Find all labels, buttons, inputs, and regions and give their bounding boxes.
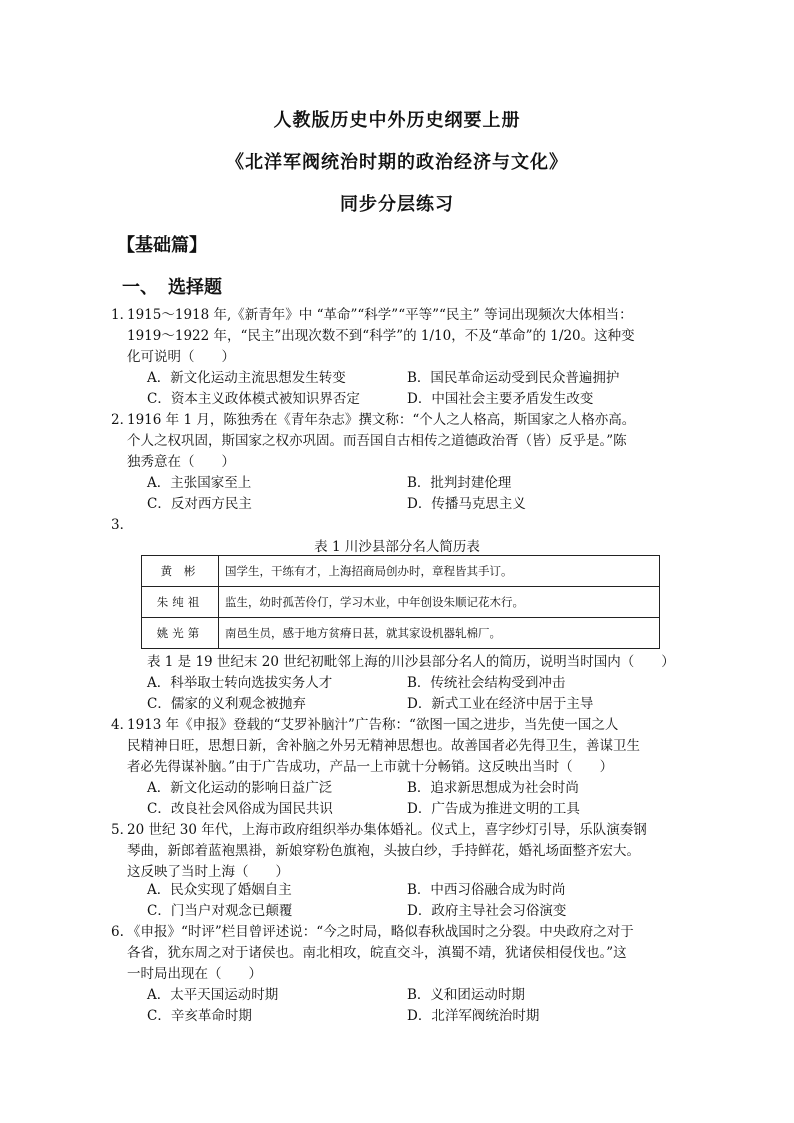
option-b[interactable]: B．追求新思想成为社会时尚 <box>407 780 579 796</box>
option-d[interactable]: D．中国社会主要矛盾发生改变 <box>407 391 594 407</box>
question-number: 1． <box>111 307 134 323</box>
question-text-line: 琴曲，新郎着蓝袍黑褂，新娘穿粉色旗袍，头披白纱，手持鲜花，婚礼场面整齐宏大。 <box>127 843 640 859</box>
question-text-line: 这反映了当时上海（ ） <box>127 864 289 880</box>
table-row <box>142 587 660 618</box>
option-a[interactable]: A．太平天国运动时期 <box>147 987 279 1003</box>
question-6 <box>111 922 687 985</box>
option-c[interactable]: C．改良社会风俗成为国民共识 <box>147 801 333 817</box>
table-cell-name: 朱纯祖 <box>142 587 219 618</box>
doc-title-line2: 《北洋军阀统治时期的政治经济与文化》 <box>226 152 568 173</box>
question-number: 5． <box>111 822 134 838</box>
question-2 <box>111 410 687 473</box>
question-1 <box>111 305 687 368</box>
option-b[interactable]: B．国民革命运动受到民众普遍拥护 <box>407 370 620 386</box>
option-a[interactable]: A．新文化运动的影响日益广泛 <box>147 780 333 796</box>
option-a[interactable]: A．民众实现了婚姻自主 <box>147 882 292 898</box>
question-number: 3． <box>111 517 134 533</box>
doc-title-line3: 同步分层练习 <box>340 194 454 215</box>
question-text-line: 1913 年《申报》登载的“艾罗补脑汁”广告称：“欲图一国之进步，当先使一国之人 <box>127 717 619 733</box>
option-d[interactable]: D．广告成为推进文明的工具 <box>407 801 580 817</box>
question-number: 4． <box>111 717 134 733</box>
part-title: 选择题 <box>168 277 222 298</box>
table-cell-desc: 监生，幼时孤苦伶仃，学习木业，中年创设朱顺记花木行。 <box>219 587 660 618</box>
question-text-line: 独秀意在（ ） <box>127 454 235 470</box>
option-b[interactable]: B．义和团运动时期 <box>407 987 525 1003</box>
question-text-line: 1915～1918 年,《新青年》中 “革命”“科学”“平等”“民主” 等词出现频次大体相当： <box>127 307 633 323</box>
section-label: 【基础篇】 <box>117 235 207 256</box>
question-text-line: 1919～1922 年，“民主”出现次数不到“科学”的 1/10，不及“革命”的 1/20。这种变 <box>127 328 635 344</box>
part-number: 一、 <box>122 277 158 298</box>
option-c[interactable]: C．资本主义政体模式被知识界否定 <box>147 391 360 407</box>
question-text-line: 一时局出现在（ ） <box>127 966 262 982</box>
question-text-line: 各省，犹东周之对于诸侯也。南北相攻，皖直交斗，滇蜀不靖，犹诸侯相侵伐也。”这 <box>127 945 627 961</box>
question-number: 6. <box>111 924 124 940</box>
question-5 <box>111 820 687 883</box>
table-cell-name: 黄 彬 <box>142 556 219 587</box>
question-number: 2． <box>111 412 134 428</box>
table-row <box>142 556 660 587</box>
option-c[interactable]: C．门当户对观念已颠覆 <box>147 903 293 919</box>
option-b[interactable]: B．传统社会结构受到冲击 <box>407 675 566 691</box>
option-a[interactable]: A．主张国家至上 <box>147 475 252 491</box>
table-cell-name: 姚光第 <box>142 618 219 649</box>
question-text-line: 个人之权巩固，斯国家之权亦巩固。而吾国自古相传之道德政治胥（皆）反乎是。”陈 <box>127 433 627 449</box>
option-c[interactable]: C．辛亥革命时期 <box>147 1008 252 1024</box>
question-4 <box>111 715 687 778</box>
option-a[interactable]: A．科举取士转向选拔实务人才 <box>147 675 333 691</box>
question-text-line: 化可说明（ ） <box>127 349 235 365</box>
option-d[interactable]: D．传播马克思主义 <box>407 496 526 512</box>
table-row <box>142 618 660 649</box>
option-a[interactable]: A．新文化运动主流思想发生转变 <box>147 370 346 386</box>
question-text-line: 《申报》“时评”栏目曾评述说：“今之时局，略似春秋战国时之分裂。中央政府之对于 <box>127 924 634 940</box>
doc-title-line1: 人教版历史中外历史纲要上册 <box>273 110 521 131</box>
option-c[interactable]: C．反对西方民主 <box>147 496 252 512</box>
option-b[interactable]: B．批判封建伦理 <box>407 475 512 491</box>
question-text-line: 表 1 是 19 世纪末 20 世纪初毗邻上海的川沙县部分名人的简历，说明当时国内（ ） <box>147 654 675 670</box>
question-3 <box>147 652 707 673</box>
table-cell-desc: 国学生，干练有才，上海招商局创办时，章程皆其手订。 <box>219 556 660 587</box>
option-d[interactable]: D．北洋军阀统治时期 <box>407 1008 540 1024</box>
question-text-line: 1916 年 1 月，陈独秀在《青年杂志》撰文称：“个人之人格高，斯国家之人格亦高。 <box>127 412 636 428</box>
question-text-line: 民精神日旺，思想日新，舍补脑之外另无精神思想也。故善国者必先得卫生，善谋卫生 <box>127 738 640 754</box>
option-d[interactable]: D．新式工业在经济中居于主导 <box>407 696 594 712</box>
question-text-line: 20 世纪 30 年代，上海市政府组织举办集体婚礼。仪式上，喜字纱灯引导，乐队演奏钢 <box>127 822 647 838</box>
table-cell-desc: 南邑生员，感于地方贫瘠日甚，就其家设机器轧棉厂。 <box>219 618 660 649</box>
option-b[interactable]: B．中西习俗融合成为时尚 <box>407 882 566 898</box>
option-d[interactable]: D．政府主导社会习俗演变 <box>407 903 567 919</box>
table-caption: 表 1 川沙县部分名人简历表 <box>314 539 480 555</box>
option-c[interactable]: C．儒家的义利观念被抛弃 <box>147 696 306 712</box>
question-text-line: 者必先得谋补脑。”由于广告成功，产品一上市就十分畅销。这反映出当时（ ） <box>127 759 614 775</box>
bio-table <box>141 555 660 649</box>
